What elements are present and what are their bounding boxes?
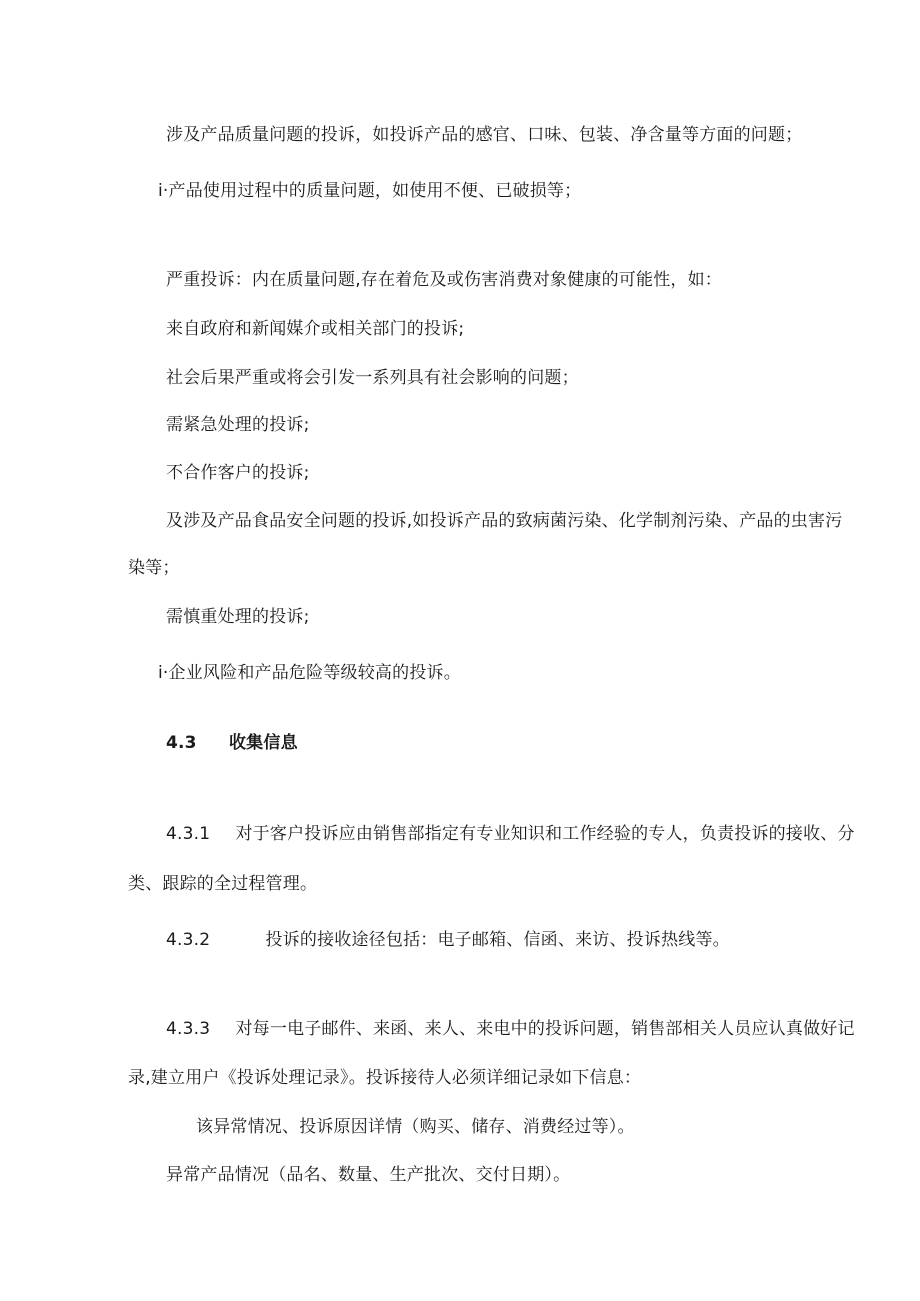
item-text: 对每一电子邮件、来函、来人、来电中的投诉问题，销售部相关人员应认真做好记 — [235, 1019, 855, 1039]
item-number: 4.3.1 — [166, 824, 211, 844]
list-item-urgent: 需紧急处理的投诉; — [166, 415, 310, 435]
record-item-abnormal-details: 该异常情况、投诉原因详情（购买、储存、消费经过等）。 — [196, 1117, 635, 1137]
list-item-food-safety: 及涉及产品食品安全问题的投诉,如投诉产品的致病菌污染、化学制剂污染、产品的虫害污 — [166, 511, 843, 531]
list-item-social-impact: 社会后果严重或将会引发一系列具有社会影响的问题； — [166, 368, 579, 388]
item-text: 对于客户投诉应由销售部指定有专业知识和工作经验的专人，负责投诉的接收、分 — [235, 824, 855, 844]
item-number: 4.3.2 — [166, 930, 211, 950]
item-text: 投诉的接收途径包括：电子邮箱、信函、来访、投诉热线等。 — [265, 930, 730, 950]
section-title: 收集信息 — [228, 733, 298, 753]
list-item-careful: 需慎重处理的投诉; — [166, 607, 310, 627]
list-item-government-media: 来自政府和新闻媒介或相关部门的投诉; — [166, 319, 465, 339]
list-item-food-safety-cont: 染等； — [128, 558, 180, 578]
item-4-3-3 — [166, 1018, 855, 1040]
list-item-uncooperative: 不合作客户的投诉; — [166, 463, 310, 483]
paragraph-quality-complaint: 涉及产品质量问题的投诉，如投诉产品的感官、口味、包装、净含量等方面的问题； — [166, 125, 803, 145]
item-4-3-3-cont: 录,建立用户《投诉处理记录》。投诉接待人必须详细记录如下信息： — [128, 1068, 642, 1088]
record-item-product-info: 异常产品情况（品名、数量、生产批次、交付日期）。 — [166, 1165, 571, 1185]
item-4-3-1-cont: 类、跟踪的全过程管理。 — [128, 874, 318, 894]
section-number: 4.3 — [166, 733, 197, 753]
item-4-3-2 — [166, 929, 730, 951]
item-number: 4.3.3 — [166, 1019, 211, 1039]
section-heading-4-3 — [166, 732, 298, 754]
paragraph-serious-complaint: 严重投诉：内在质量问题,存在着危及或伤害消费对象健康的可能性，如： — [166, 270, 723, 290]
paragraph-usage-issue: i·产品使用过程中的质量问题，如使用不便、已破损等； — [158, 181, 582, 201]
list-item-high-risk: i·企业风险和产品危险等级较高的投诉。 — [158, 663, 461, 683]
item-4-3-1 — [166, 823, 855, 845]
